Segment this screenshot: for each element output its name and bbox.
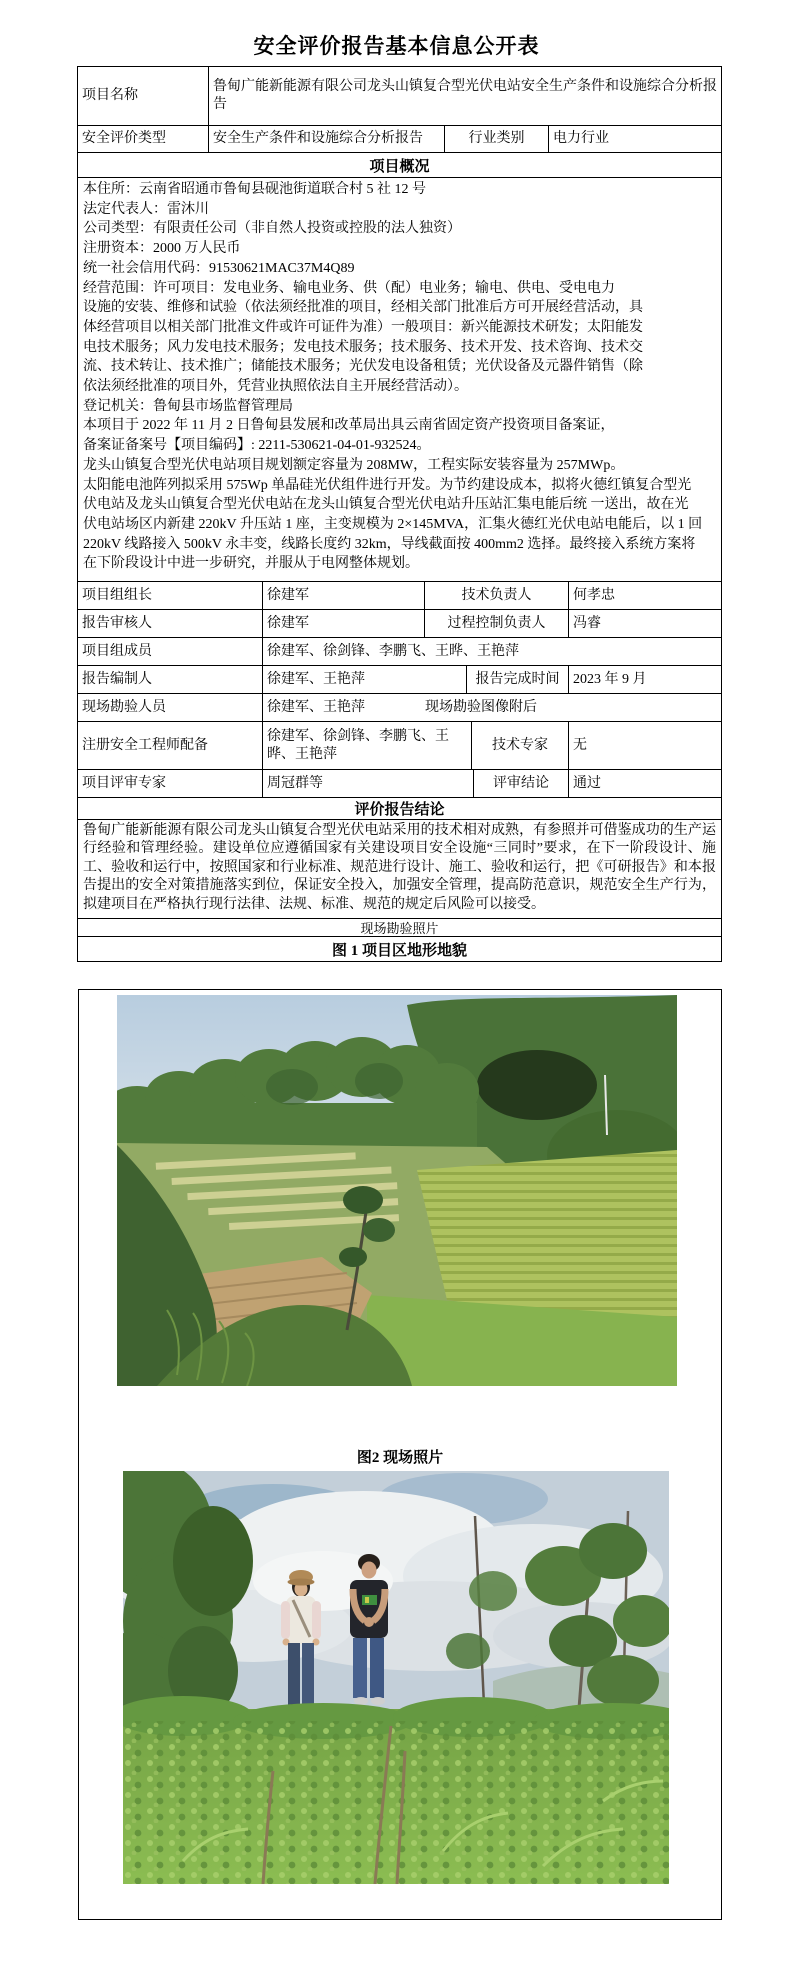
completion-date-value: 2023 年 9 月 [573,671,647,687]
tech-lead-value: 何孝忠 [573,587,615,603]
table-row [78,582,721,610]
overview-header: 项目概况 [369,158,430,175]
info-table [77,66,722,962]
figure1-caption: 图 1 项目区地形地貌 [331,942,467,959]
site-photo-figure2 [123,1471,669,1884]
tech-lead-label: 技术负责人 [425,582,569,609]
site-survey-value [263,694,721,721]
row-conclusion-header [78,798,721,820]
overview-text: 本住所：云南省昭通市鲁甸县砚池街道联合村 5 社 12 号 法定代表人：雷沐川 公司类型：有限责任公司（非自然人投资或控股的法人独资） 注册资本：2000 万人民币 统一社会信用代码：91530621MAC37M4Q89 经营范围：许可项目：发电业务、输电业务、供（配）电业务；输电、供电、受电电力 设施的安装、维修和试验（依法须经批准的项目，经相关部门批准后方可开展经营活动，具 体经营项目以相关部门批准文件或许可证件为准）一般项目：新兴能源技术研发；太阳能发 电技术服务；风力发电技术服务；发电技术服务；技术服务、技术开发、技术咨询、技术交 流、技术转让、技术推广；储能技术服务；光伏发电设备租赁；光伏设备及元器件销售（除 依法须经批准的项目外，凭营业执照依法自主开展经营活动）。 登记机关：鲁甸县市场监督管理局 本项目于 2022 年 11 月 2 日鲁甸县发展和改革局出具云南省固定资产投资项目备案证， 备案证备案号【项目编码】: 2211-530621-04-01-932524。 龙头山镇复合型光伏电站项目规划额定容量为 208MW，工程实际安装容量为 257MWp。 太阳能电池阵列拟采用 575Wp 单晶硅光伏组件进行开发。为节约建设成本，拟将火德红镇复合型光 伏电站及龙头山镇复合型光伏电站在龙头山镇复合型光伏电站升压站汇集电能后统 一送出，故在光 伏电站场区内新建 220kV 升压站 1 座，主变规模为 2×145MVA，汇集火德红光伏电站电能后，以 1 回 220kV 线路接入 500kV 永丰变，线路长度约 32km，导线截面按 400mm2 选择。最终接入系统方案将 在下阶段设计中进一步研究，并服从于电网整体规划。 [83,182,703,572]
eval-type-value: 安全生产条件和设施综合分析报告 [209,126,445,152]
photo-block [78,989,722,1920]
tech-expert-value: 无 [573,737,587,753]
table-row [78,610,721,638]
report-reviewer-value: 徐建军 [263,610,425,637]
table-row [78,638,721,666]
team-members-value: 徐建军、徐剑锋、李鹏飞、王晔、王艳萍 [267,643,519,659]
row-project-name [78,67,721,126]
site-survey-note: 现场勘验图像附后 [425,699,537,715]
completion-date-label: 报告完成时间 [467,666,569,693]
team-leader-value: 徐建军 [263,582,425,609]
table-row [78,666,721,694]
report-reviewer-label: 报告审核人 [78,610,263,637]
process-control-label: 过程控制负责人 [425,610,569,637]
review-expert-label: 项目评审专家 [78,770,263,797]
process-control-value: 冯睿 [573,615,601,631]
team-members-label: 项目组成员 [78,638,263,665]
site-survey-people: 徐建军、王艳萍 [267,699,365,715]
row-photos-section [78,919,721,937]
terrain-photo-figure1 [117,995,677,1386]
industry-label: 行业类别 [445,126,549,152]
tech-expert-label: 技术专家 [472,722,569,769]
page-title: 安全评价报告基本信息公开表 [253,34,540,58]
team-leader-label: 项目组组长 [78,582,263,609]
eval-type-label: 安全评价类型 [78,126,209,152]
industry-value: 电力行业 [553,131,609,146]
review-result-label: 评审结论 [474,770,569,797]
safety-engineer-label: 注册安全工程师配备 [78,722,263,769]
table-row [78,694,721,722]
figure2-caption: 图2 现场照片 [356,1450,444,1466]
table-row [78,722,721,770]
row-figure1-caption [78,937,721,961]
conclusion-text: 鲁甸广能新能源有限公司龙头山镇复合型光伏电站采用的技术相对成熟，有参照并可借鉴成功的生产运行经验和管理经验。建设单位应遵循国家有关建设项目安全设施“三同时”要求，在下一阶段设计、施工、验收和运行中，按照国家和行业标准、规范进行设计、施工、验收和运行，把《可研报告》和本报告提出的安全对策措施落实到位，保证安全投入，加强安全管理，提高防范意识，规范安全生产行为，拟建项目在严格执行现行法律、法规、标准、规范的规定后风险可以接受。 [83,823,716,912]
row-eval-type [78,126,721,153]
site-survey-label: 现场勘验人员 [78,694,263,721]
report-author-value: 徐建军、王艳萍 [263,666,467,693]
review-expert-value: 周冠群等 [263,770,474,797]
report-author-label: 报告编制人 [78,666,263,693]
table-row [78,770,721,798]
project-name-value: 鲁甸广能新能源有限公司龙头山镇复合型光伏电站安全生产条件和设施综合分析报告 [213,79,717,112]
photos-section-label: 现场勘验照片 [360,921,439,936]
row-overview-header [78,153,721,178]
review-result-value: 通过 [573,775,601,791]
project-name-label: 项目名称 [78,67,209,125]
conclusion-header: 评价报告结论 [354,802,445,818]
row-conclusion [78,820,721,919]
safety-engineer-value: 徐建军、徐剑锋、李鹏飞、王晔、王艳萍 [263,722,472,769]
row-overview [78,178,721,582]
